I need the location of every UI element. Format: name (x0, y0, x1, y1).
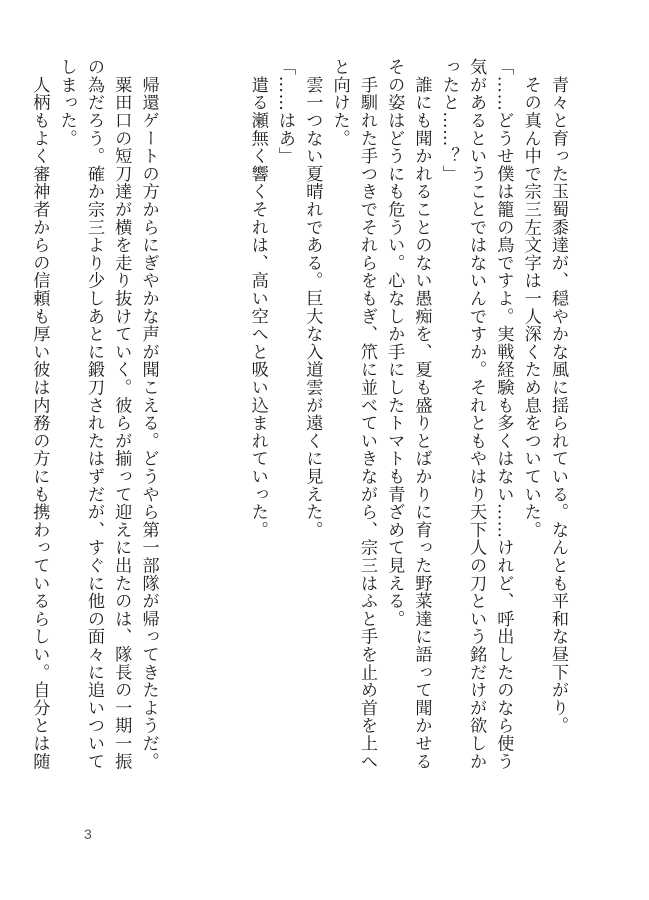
vertical-text-body (29, 58, 571, 818)
section-break (162, 58, 189, 818)
text-line: 「……はあ」 (275, 58, 296, 165)
text-line: 雲一つない夏晴れである。巨大な入道雲が遠くに見えた。 (302, 58, 323, 539)
text-line: 誰にも聞かれることのない愚痴を、夏も盛りとばかりに育った野菜達に語って聞かせる (411, 58, 432, 770)
text-line: その姿はどうにも危うい。心なしか手にしたトマトも青ざめて見える。 (384, 58, 405, 628)
text-line: 青々と育った玉蜀黍達が、穏やかな風に揺られている。なんとも平和な昼下がり。 (548, 58, 568, 735)
text-line: その真ん中で宗三左文字は一人深くため息をついていた。 (520, 58, 541, 539)
text-line: 手馴れた手つきでそれらをもぎ、笊に並べていきながら、宗三はふと手を止め首を上へ (356, 58, 377, 770)
text-line: 粟田口の短刀達が横を走り抜けていく。彼らが揃って迎えに出たのは、隊長の一期一振 (111, 58, 132, 770)
page-number: 3 (84, 826, 92, 842)
text-line: しまった。 (56, 58, 77, 147)
text-line: と向けた。 (329, 58, 350, 147)
text-line: の為だろう。確か宗三より少しあとに鍛刀されたはずだが、すぐに他の面々に追いついて (83, 58, 104, 770)
section-break (216, 58, 243, 818)
text-line: 気があるということではないんですか。それともやはり天下人の刀という銘だけが欲しか (466, 58, 487, 770)
text-line: 遣る瀬無く響くそれは、高い空へと吸い込まれていった。 (247, 58, 268, 539)
text-line: 帰還ゲートの方からにぎやかな声が聞こえる。どうやら第一部隊が帰ってきたようだ。 (138, 58, 159, 770)
text-line: 「……どうせ僕は籠の鳥ですよ。実戦経験も多くはない……けれど、呼出したのなら使う (493, 58, 514, 770)
section-break (189, 58, 216, 818)
text-line: 人柄もよく審神者からの信頼も厚い彼は内務の方にも携わっているらしい。自分とは随 (29, 58, 50, 770)
text-line: ったと……？」 (438, 58, 459, 183)
